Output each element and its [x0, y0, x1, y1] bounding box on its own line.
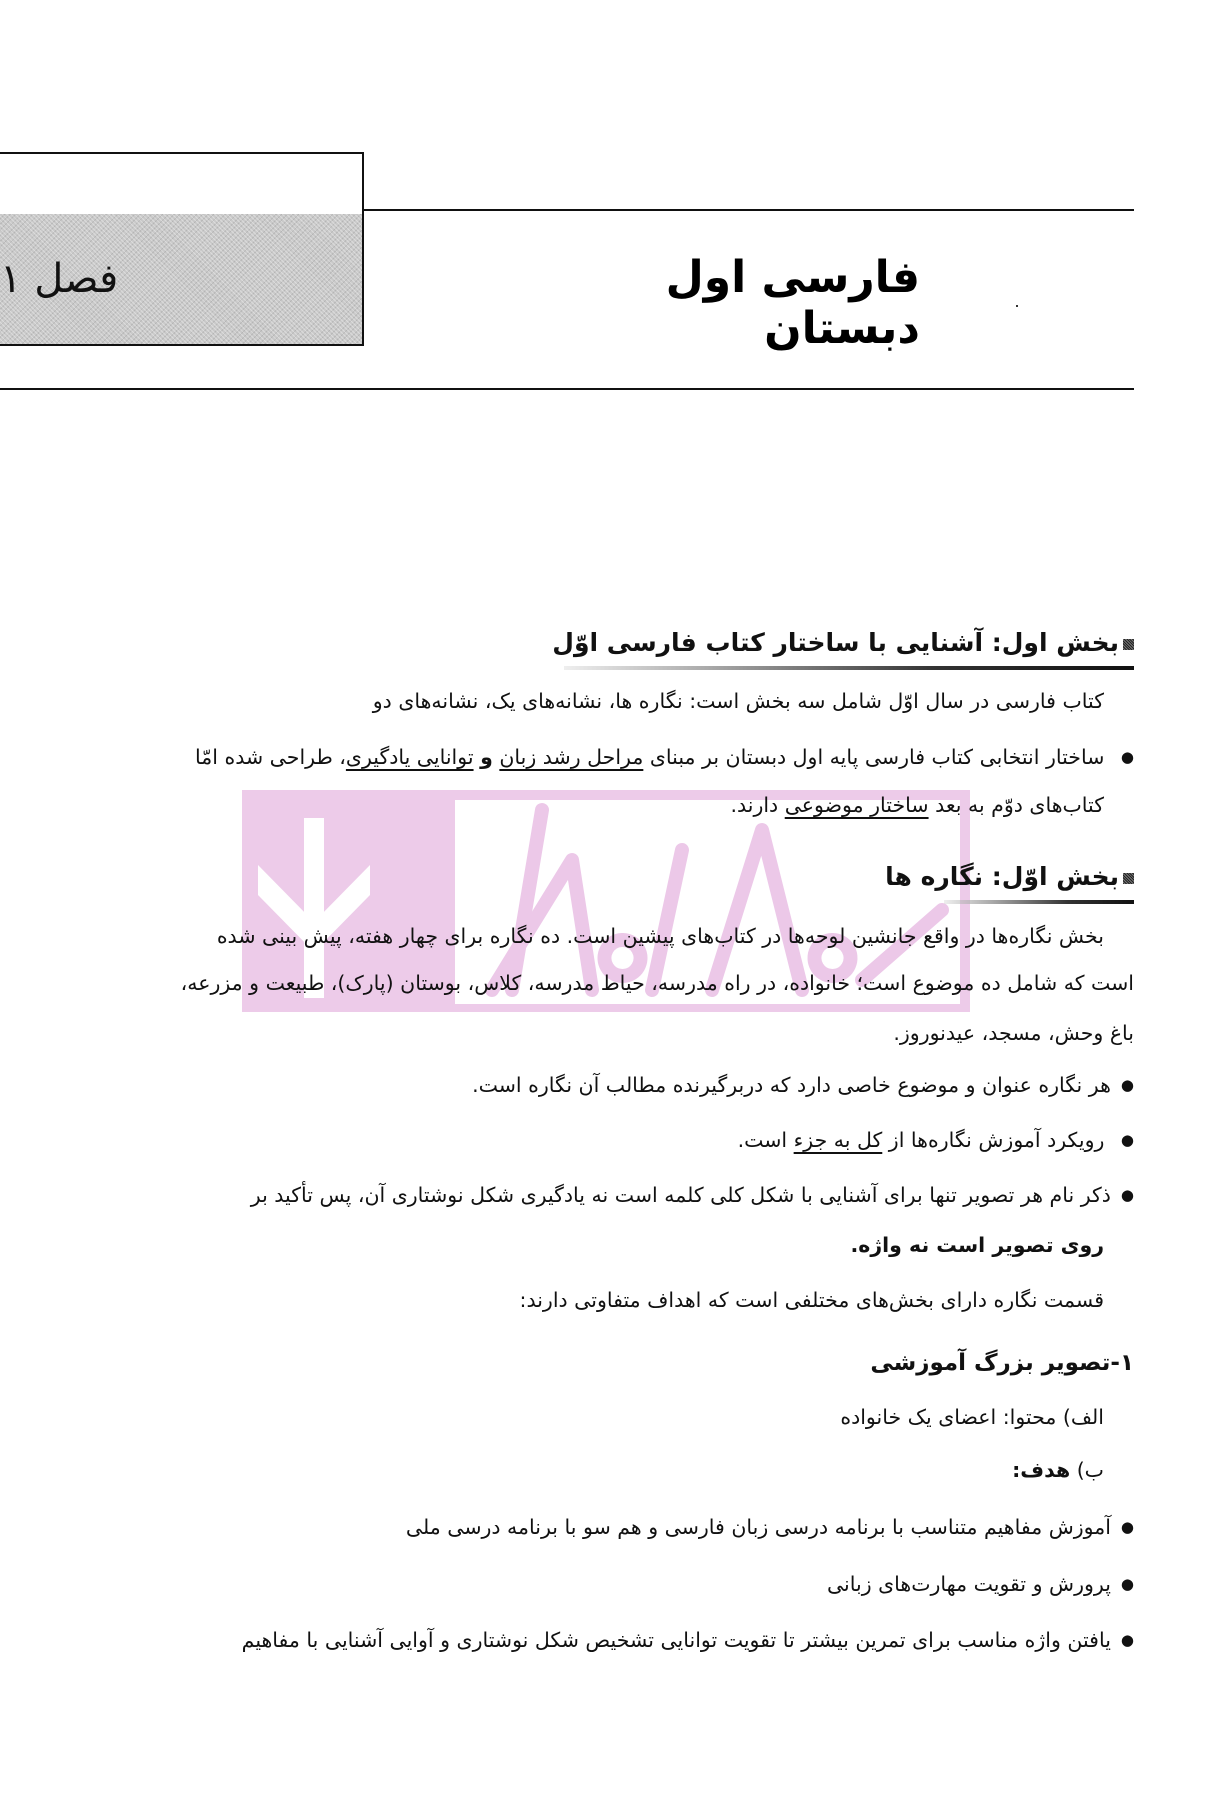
heading-square-marker-icon [1123, 873, 1134, 884]
section-heading-text: بخش اول: آشنایی با ساختار کتاب فارسی اوّل [552, 628, 1119, 657]
section-heading-pictures [885, 862, 1134, 892]
paragraph-line: بخش نگاره‌ها در واقع جانشین لوحه‌ها در کتاب‌های پیشین است. ده نگاره برای چهار هفته، پیش بینی شده [216, 924, 1104, 948]
bold-conjunction: و [480, 745, 493, 769]
underlined-term: توانایی یادگیری [345, 745, 474, 769]
paragraph-line: است که شامل ده موضوع است؛ خانواده، در راه مدرسه، حیاط مدرسه، کلاس، بوستان (پارک)، طبیعت و مزرعه، [180, 971, 1134, 995]
bullet-text: دارند. [730, 793, 785, 817]
print-speck [1016, 305, 1018, 307]
paragraph-line: باغ وحش، مسجد، عیدنوروز. [893, 1021, 1134, 1045]
bullet-item: ● هر نگاره عنوان و موضوع خاصی دارد که دربرگیرنده مطالب آن نگاره است. [472, 1070, 1134, 1100]
chapter-box-right-border [362, 152, 364, 346]
bullet-continuation [730, 790, 1104, 820]
section-heading-text: بخش اوّل: نگاره ها [885, 862, 1119, 891]
chapter-box-bottom-border [0, 344, 364, 346]
goal-prefix: ب) [1070, 1458, 1104, 1482]
section-heading-structure [552, 628, 1134, 658]
goal-label: هدف: [1012, 1458, 1071, 1482]
bullet-text: رویکرد آموزش نگاره‌ها از [882, 1128, 1105, 1152]
heading-gradient-rule [564, 666, 1134, 670]
bullet-item: ● ذکر نام هر تصویر تنها برای آشنایی با شکل کلی کلمه است نه یادگیری شکل نوشتاری آن، پس تأکید بر [251, 1180, 1134, 1210]
chapter-number-label [0, 214, 362, 344]
bullet-continuation-bold: روی تصویر است نه واژه. [850, 1233, 1104, 1257]
underlined-term: ساختار موضوعی [784, 793, 929, 817]
section1-intro: کتاب فارسی در سال اوّل شامل سه بخش است: نگاره ها، نشانه‌های یک، نشانه‌های دو [372, 689, 1104, 713]
header-top-rule [364, 209, 1134, 211]
goal-bullet: ● آموزش مفاهیم متناسب با برنامه درسی زبان فارسی و هم سو با برنامه درسی ملی [406, 1512, 1134, 1542]
bullet-text: است. [737, 1128, 794, 1152]
bullet-text: کتاب‌های دوّم به بعد [928, 793, 1104, 817]
underlined-term: کل به جزء [793, 1128, 883, 1152]
chapter-title: فارسی اول دبستان [665, 252, 920, 354]
parts-intro: قسمت نگاره دارای بخش‌های مختلفی است که اهداف متفاوتی دارند: [519, 1288, 1104, 1312]
bullet-structure [195, 742, 1134, 772]
heading-gradient-rule [944, 900, 1134, 904]
underlined-term: مراحل رشد زبان [499, 745, 644, 769]
content-label: الف) محتوا: اعضای یک خانواده [840, 1405, 1104, 1429]
goal-bullet: ● پرورش و تقویت مهارت‌های زبانی [827, 1569, 1134, 1599]
chapter-label-text: فصل ۱ [0, 256, 119, 302]
goal-bullet: ● یافتن واژه مناسب برای تمرین بیشتر تا تقویت توانایی تشخیص شکل نوشتاری و آوایی آشنایی با مفاهیم [242, 1625, 1134, 1655]
goal-label-line [1012, 1455, 1104, 1485]
bullet-text: ، طراحی شده امّا [195, 745, 346, 769]
chapter-box-top-border [0, 152, 364, 154]
bullet-item [738, 1125, 1134, 1155]
subsection-heading: ۱-تصویر بزرگ آموزشی [870, 1350, 1134, 1376]
bullet-text: ساختار انتخابی کتاب فارسی پایه اول دبستان بر مبنای [643, 745, 1105, 769]
heading-square-marker-icon [1123, 639, 1134, 650]
header-bottom-rule [0, 388, 1134, 390]
